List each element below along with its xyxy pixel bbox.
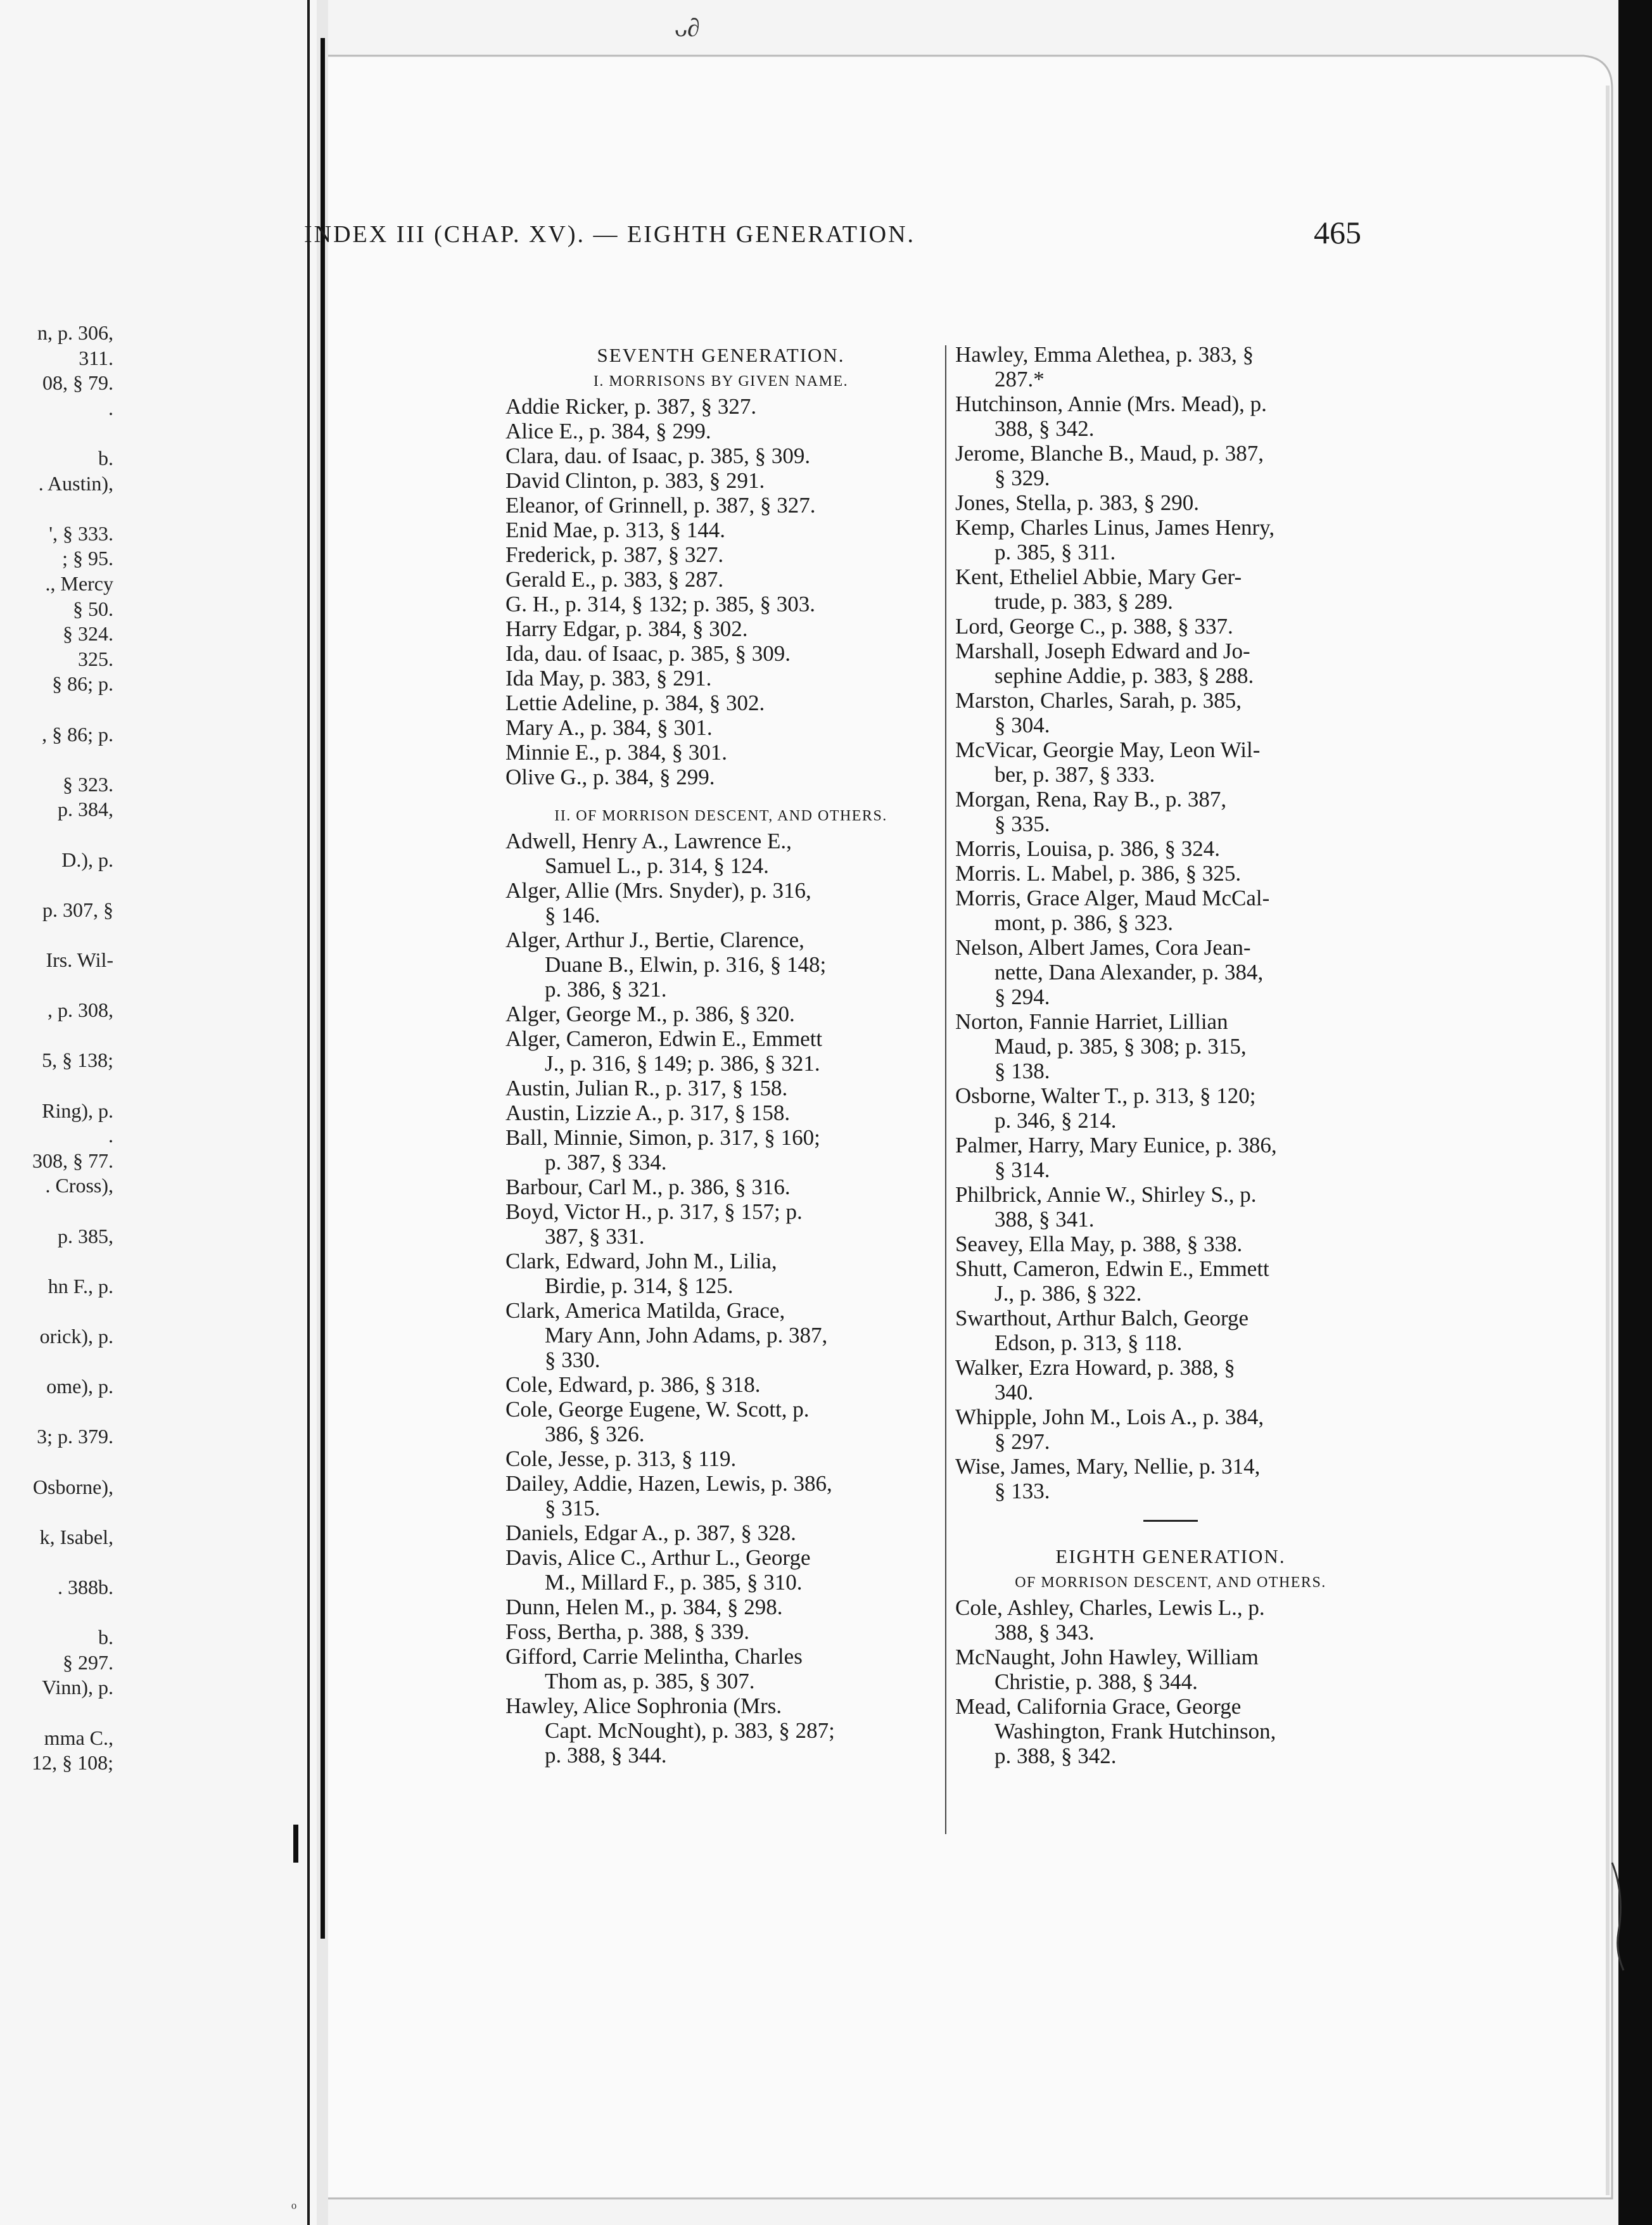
index-entry-line: Alice E., p. 384, § 299. bbox=[505, 419, 711, 443]
eighth-section-heading: OF MORRISON DESCENT, AND OTHERS. bbox=[1015, 1574, 1326, 1591]
eighth-generation-heading: EIGHTH GENERATION. bbox=[1055, 1545, 1286, 1567]
left-page-text-fragment: ., Mercy bbox=[45, 572, 113, 595]
index-entry-line: Capt. McNought), p. 383, § 287; bbox=[545, 1718, 835, 1743]
index-entry-line: David Clinton, p. 383, § 291. bbox=[505, 468, 765, 493]
index-entry-line: Kent, Etheliel Abbie, Mary Ger- bbox=[955, 564, 1242, 589]
index-entry-line: Davis, Alice C., Arthur L., George bbox=[505, 1545, 811, 1570]
index-entry-line: § 146. bbox=[545, 903, 600, 928]
index-entry-line: Lettie Adeline, p. 384, § 302. bbox=[505, 691, 765, 715]
index-entry-line: Washington, Frank Hutchinson, bbox=[994, 1719, 1276, 1744]
index-entry-line: § 314. bbox=[994, 1157, 1050, 1182]
index-entry-line: Boyd, Victor H., p. 317, § 157; p. bbox=[505, 1199, 803, 1224]
left-page-text-fragment: 325. bbox=[78, 647, 113, 670]
index-entry-line: 386, § 326. bbox=[545, 1422, 645, 1446]
index-entry-line: p. 388, § 344. bbox=[545, 1743, 667, 1768]
index-entry-line: Gerald E., p. 383, § 287. bbox=[505, 567, 724, 592]
index-entry-line: Hutchinson, Annie (Mrs. Mead), p. bbox=[955, 392, 1267, 416]
index-entry-line: Alger, Cameron, Edwin E., Emmett bbox=[505, 1026, 823, 1051]
index-entry-line: 388, § 343. bbox=[994, 1620, 1095, 1645]
index-entry-line: Barbour, Carl M., p. 386, § 316. bbox=[505, 1175, 791, 1199]
index-entry-line: § 297. bbox=[994, 1429, 1050, 1454]
index-entry-line: Wise, James, Mary, Nellie, p. 314, bbox=[955, 1454, 1261, 1479]
left-page-text-fragment: p. 307, § bbox=[42, 898, 113, 921]
gutter-line-left bbox=[307, 0, 310, 2225]
index-entry-line: Eleanor, of Grinnell, p. 387, § 327. bbox=[505, 493, 816, 518]
index-entry-line: 388, § 341. bbox=[994, 1207, 1095, 1232]
left-page-text-fragment: ome), p. bbox=[46, 1375, 113, 1398]
left-page-text-fragment: § 323. bbox=[63, 772, 113, 796]
left-page-text-fragment: 12, § 108; bbox=[32, 1751, 113, 1775]
index-entry-line: ber, p. 387, § 333. bbox=[994, 762, 1155, 787]
index-entry-line: Cole, George Eugene, W. Scott, p. bbox=[505, 1397, 810, 1422]
index-entry-line: § 315. bbox=[545, 1496, 600, 1521]
left-page-text-fragment: b. bbox=[98, 447, 113, 469]
scan-mark-top: ᴗ∂ bbox=[675, 13, 700, 42]
index-entry-line: Hawley, Emma Alethea, p. 383, § bbox=[955, 342, 1254, 367]
index-entry-line: Marshall, Joseph Edward and Jo- bbox=[955, 639, 1250, 663]
index-entry-line: McVicar, Georgie May, Leon Wil- bbox=[955, 737, 1261, 762]
left-page-text-fragment: ', § 333. bbox=[49, 521, 113, 545]
index-entry-line: Adwell, Henry A., Lawrence E., bbox=[505, 829, 792, 853]
index-entry-line: Lord, George C., p. 388, § 337. bbox=[955, 614, 1233, 639]
index-entry-line: Birdie, p. 314, § 125. bbox=[545, 1273, 734, 1298]
seventh-generation-heading: SEVENTH GENERATION. bbox=[597, 344, 845, 366]
index-entry-line: § 304. bbox=[994, 713, 1050, 737]
index-entry-line: Austin, Julian R., p. 317, § 158. bbox=[505, 1076, 788, 1100]
left-page-text-fragment: . bbox=[108, 1124, 113, 1147]
running-title: INDEX III (CHAP. XV). — EIGHTH GENERATION. bbox=[304, 221, 916, 248]
index-entry-line: Shutt, Cameron, Edwin E., Emmett bbox=[955, 1256, 1269, 1281]
section-heading-descent: II. OF MORRISON DESCENT, AND OTHERS. bbox=[554, 808, 887, 824]
index-entry-line: Mary A., p. 384, § 301. bbox=[505, 715, 713, 740]
index-entry-line: Olive G., p. 384, § 299. bbox=[505, 765, 715, 789]
index-entry-line: Clara, dau. of Isaac, p. 385, § 309. bbox=[505, 443, 811, 468]
index-entry-line: Swarthout, Arthur Balch, George bbox=[955, 1306, 1249, 1330]
index-entry-line: Ida, dau. of Isaac, p. 385, § 309. bbox=[505, 641, 791, 666]
left-page-text-fragment: . Austin), bbox=[38, 471, 113, 495]
left-page-text-fragment: . Cross), bbox=[45, 1174, 113, 1197]
index-entry-line: Osborne, Walter T., p. 313, § 120; bbox=[955, 1083, 1256, 1108]
index-entry-line: Dunn, Helen M., p. 384, § 298. bbox=[505, 1595, 783, 1619]
left-page-text-fragment: ; § 95. bbox=[62, 547, 113, 570]
index-entry-line: Marston, Charles, Sarah, p. 385, bbox=[955, 688, 1242, 713]
index-entry-line: § 294. bbox=[994, 985, 1050, 1009]
index-entry-line: § 133. bbox=[994, 1479, 1050, 1503]
left-page-text-fragment: Ring), p. bbox=[42, 1099, 113, 1122]
left-page-text-fragment: p. 385, bbox=[58, 1224, 113, 1247]
left-page-text-fragment: n, p. 306, bbox=[37, 321, 113, 344]
index-entry-line: nette, Dana Alexander, p. 384, bbox=[994, 960, 1264, 985]
index-entry-line: p. 346, § 214. bbox=[994, 1108, 1117, 1133]
index-entry-line: Thom as, p. 385, § 307. bbox=[545, 1669, 755, 1693]
left-page-text-fragment: b. bbox=[98, 1626, 113, 1649]
index-entry-line: p. 386, § 321. bbox=[545, 977, 667, 1002]
index-entry-line: Austin, Lizzie A., p. 317, § 158. bbox=[505, 1100, 791, 1125]
index-entry-line: Mead, California Grace, George bbox=[955, 1694, 1242, 1719]
index-entry-line: Edson, p. 313, § 118. bbox=[994, 1330, 1183, 1355]
index-entry-line: § 138. bbox=[994, 1059, 1050, 1083]
index-entry-line: Ball, Minnie, Simon, p. 317, § 160; bbox=[505, 1125, 820, 1150]
index-entry-line: Enid Mae, p. 313, § 144. bbox=[505, 518, 726, 542]
left-page-text-fragment: 311. bbox=[79, 346, 113, 369]
index-entry-line: § 329. bbox=[994, 466, 1050, 490]
left-page-text-fragment: . 388b. bbox=[58, 1576, 113, 1598]
index-entry-line: Duane B., Elwin, p. 316, § 148; bbox=[545, 952, 827, 977]
index-entry-line: Cole, Edward, p. 386, § 318. bbox=[505, 1372, 761, 1397]
index-entry-line: 388, § 342. bbox=[994, 416, 1095, 441]
index-entry-line: Whipple, John M., Lois A., p. 384, bbox=[955, 1405, 1264, 1429]
section-rule bbox=[1143, 1520, 1198, 1522]
index-entry-line: § 330. bbox=[545, 1348, 600, 1372]
index-entry-line: Walker, Ezra Howard, p. 388, § bbox=[955, 1355, 1235, 1380]
section-heading-given-name: I. MORRISONS BY GIVEN NAME. bbox=[593, 373, 849, 390]
index-entry-line: Christie, p. 388, § 344. bbox=[994, 1669, 1198, 1694]
index-entry-line: J., p. 386, § 322. bbox=[994, 1281, 1142, 1306]
index-entry-line: Norton, Fannie Harriet, Lillian bbox=[955, 1009, 1228, 1034]
index-entry-line: Frederick, p. 387, § 327. bbox=[505, 542, 724, 567]
left-page-text-fragment: , § 86; p. bbox=[42, 722, 113, 746]
left-page-text-fragment: § 86; p. bbox=[52, 672, 113, 696]
left-page-text-fragment: hn F., p. bbox=[48, 1274, 113, 1297]
index-entry-line: Hawley, Alice Sophronia (Mrs. bbox=[505, 1693, 782, 1718]
gutter-mark bbox=[293, 1825, 298, 1863]
index-entry-line: p. 387, § 334. bbox=[545, 1150, 667, 1175]
index-entry-line: Clark, America Matilda, Grace, bbox=[505, 1298, 785, 1323]
index-entry-line: 387, § 331. bbox=[545, 1224, 645, 1249]
left-page-text-fragment: Vinn), p. bbox=[42, 1676, 113, 1699]
given-name-entries bbox=[505, 394, 936, 789]
left-page-text-fragment: p. 384, bbox=[58, 798, 113, 821]
index-entry-line: Gifford, Carrie Melintha, Charles bbox=[505, 1644, 803, 1669]
left-page-text-fragment: . bbox=[108, 396, 113, 419]
index-entry-line: mont, p. 386, § 323. bbox=[994, 910, 1173, 935]
index-entry-line: McNaught, John Hawley, William bbox=[955, 1645, 1259, 1669]
index-entry-line: Mary Ann, John Adams, p. 387, bbox=[545, 1323, 828, 1348]
left-page-text-fragment: 3; p. 379. bbox=[37, 1425, 113, 1448]
index-entry-line: Seavey, Ella May, p. 388, § 338. bbox=[955, 1232, 1243, 1256]
index-entry-line: Cole, Jesse, p. 313, § 119. bbox=[505, 1446, 737, 1471]
index-entry-line: J., p. 316, § 149; p. 386, § 321. bbox=[545, 1051, 820, 1076]
index-entry-line: Cole, Ashley, Charles, Lewis L., p. bbox=[955, 1595, 1265, 1620]
index-column-left bbox=[505, 342, 936, 1768]
index-entry-line: Morris, Grace Alger, Maud McCal- bbox=[955, 886, 1270, 910]
index-entry-line: 340. bbox=[994, 1380, 1034, 1405]
index-entry-line: Foss, Bertha, p. 388, § 339. bbox=[505, 1619, 749, 1644]
left-page-text-fragment: § 297. bbox=[63, 1650, 113, 1674]
left-page-text-fragment: § 324. bbox=[63, 622, 113, 646]
index-entry-line: M., Millard F., p. 385, § 310. bbox=[545, 1570, 803, 1595]
column-divider bbox=[945, 345, 946, 1834]
index-entry-line: Morris, Louisa, p. 386, § 324. bbox=[955, 836, 1221, 861]
index-entry-line: Alger, George M., p. 386, § 320. bbox=[505, 1002, 795, 1026]
index-entry-line: Philbrick, Annie W., Shirley S., p. bbox=[955, 1182, 1257, 1207]
index-entry-line: Minnie E., p. 384, § 301. bbox=[505, 740, 727, 765]
page-number: 465 bbox=[1314, 215, 1361, 250]
index-entry-line: Harry Edgar, p. 384, § 302. bbox=[505, 616, 748, 641]
left-page-text-fragment: 5, § 138; bbox=[42, 1049, 113, 1072]
index-entry-line: p. 385, § 311. bbox=[994, 540, 1116, 564]
index-entry-line: § 335. bbox=[994, 812, 1050, 836]
left-page-text-fragment: D.), p. bbox=[61, 848, 113, 871]
left-page-text-fragment: 308, § 77. bbox=[32, 1149, 113, 1172]
index-entry-line: Kemp, Charles Linus, James Henry, bbox=[955, 515, 1275, 540]
index-entry-line: Ida May, p. 383, § 291. bbox=[505, 666, 712, 691]
left-page-text-fragment: k, Isabel, bbox=[39, 1525, 113, 1548]
index-entry-line: Morgan, Rena, Ray B., p. 387, bbox=[955, 787, 1227, 812]
left-page-text-fragment: § 50. bbox=[73, 597, 113, 620]
index-entry-line: Jerome, Blanche B., Maud, p. 387, bbox=[955, 441, 1264, 466]
index-entry-line: Morris. L. Mabel, p. 386, § 325. bbox=[955, 861, 1242, 886]
index-entry-line: 287.* bbox=[994, 367, 1045, 392]
index-entry-line: Jones, Stella, p. 383, § 290. bbox=[955, 490, 1199, 515]
index-entry-line: Palmer, Harry, Mary Eunice, p. 386, bbox=[955, 1133, 1277, 1157]
left-page-text-fragment: 08, § 79. bbox=[42, 371, 113, 395]
index-column-right bbox=[955, 342, 1386, 1768]
index-entry-line: Addie Ricker, p. 387, § 327. bbox=[505, 394, 757, 419]
index-entry-line: Dailey, Addie, Hazen, Lewis, p. 386, bbox=[505, 1471, 832, 1496]
index-entry-line: Alger, Arthur J., Bertie, Clarence, bbox=[505, 928, 804, 952]
left-page-text-fragment: , p. 308, bbox=[48, 998, 113, 1022]
left-page-text-fragment: Irs. Wil- bbox=[46, 948, 113, 971]
index-entry-line: Daniels, Edgar A., p. 387, § 328. bbox=[505, 1521, 796, 1545]
index-entry-line: Samuel L., p. 314, § 124. bbox=[545, 853, 769, 878]
left-page-text-fragment: Osborne), bbox=[32, 1475, 113, 1498]
index-entry-line: sephine Addie, p. 383, § 288. bbox=[994, 663, 1254, 688]
index-entry-line: Clark, Edward, John M., Lilia, bbox=[505, 1249, 777, 1273]
index-entry-line: G. H., p. 314, § 132; p. 385, § 303. bbox=[505, 592, 816, 616]
left-page-fragment bbox=[0, 0, 124, 2225]
index-entry-line: trude, p. 383, § 289. bbox=[994, 589, 1173, 614]
left-page-text-fragment: orick), p. bbox=[39, 1325, 113, 1348]
scan-mark-bottom: ᵒ bbox=[291, 2198, 297, 2218]
descent-entries bbox=[505, 829, 936, 1768]
eighth-generation-entries bbox=[955, 1595, 1386, 1768]
index-entry-line: Maud, p. 385, § 308; p. 315, bbox=[994, 1034, 1247, 1059]
left-page-text-fragment: mma C., bbox=[44, 1726, 113, 1749]
descent-entries-continued bbox=[955, 342, 1386, 1503]
gutter-line-right bbox=[321, 38, 325, 1939]
index-entry-line: p. 388, § 342. bbox=[994, 1744, 1117, 1768]
index-entry-line: Nelson, Albert James, Cora Jean- bbox=[955, 935, 1251, 960]
index-entry-line: Alger, Allie (Mrs. Snyder), p. 316, bbox=[505, 878, 811, 903]
